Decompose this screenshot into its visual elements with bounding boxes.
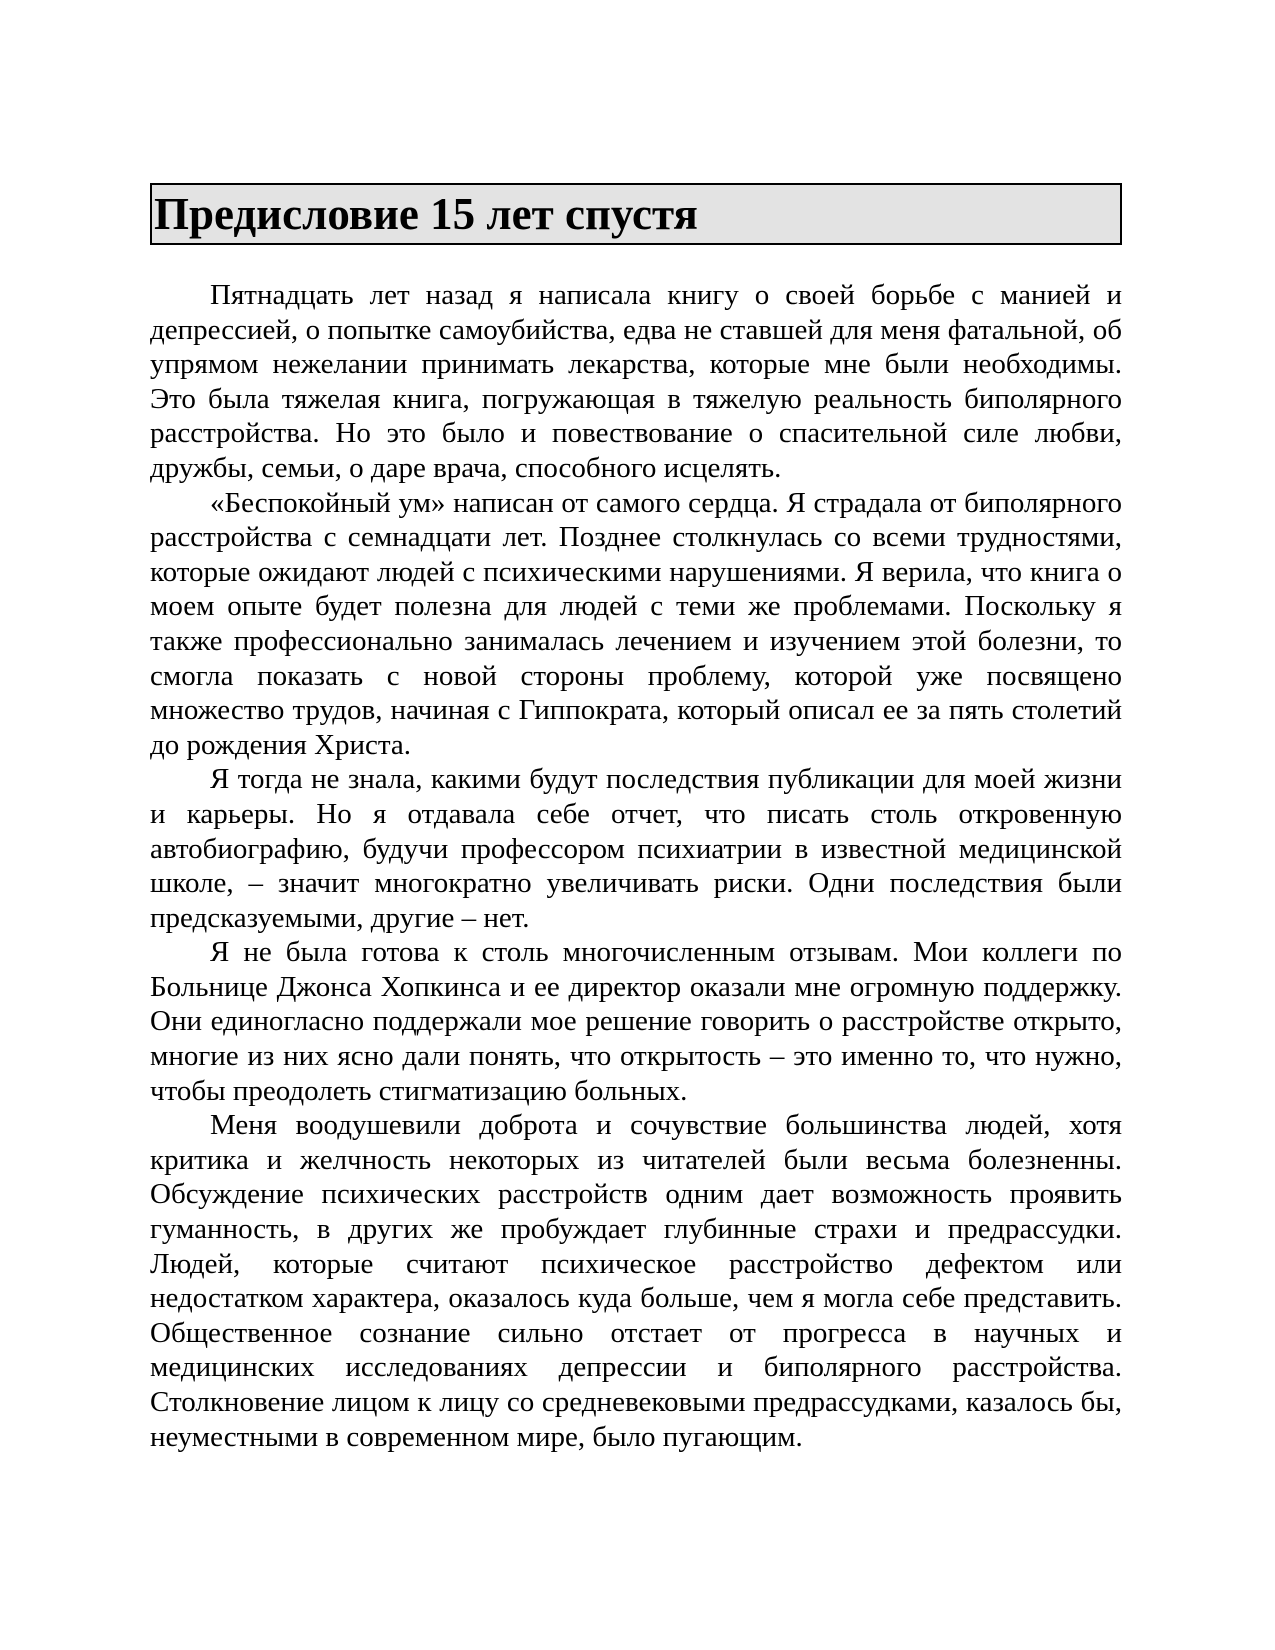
paragraph-1: Пятнадцать лет назад я написала книгу о своей борьбе с манией и депрессией, о попытке самоубийства, едва не ставшей для меня фатальной, об упрямом нежелании принимать лекарства, которые мне были необходимы. Это была тяжелая книга, погружающая в тяжелую реальность биполярного расстройства. Но это было и повествование о спасительной силе любви, дружбы, семьи, о даре врача, способного исцелять. <box>150 279 1122 484</box>
chapter-heading-box <box>150 183 1122 245</box>
chapter-heading: Предисловие 15 лет спустя <box>154 189 698 239</box>
paragraph-5: Меня воодушевили доброта и сочувствие большинства людей, хотя критика и желчность некоторых из читателей были весьма болезненны. Обсуждение психических расстройств одним дает возможность проявить гуманность, в других же пробуждает глубинные страхи и предрассудки. Людей, которые считают психическое расстройство дефектом или недостатком характера, оказалось куда больше, чем я могла себе представить. Общественное сознание сильно отстает от прогресса в научных и медицинских исследованиях депрессии и биполярного расстройства. Столкновение лицом к лицу со средневековыми предрассудками, казалось бы, неуместными в современном мире, было пугающим. <box>150 1109 1122 1453</box>
chapter-body <box>150 278 1122 1454</box>
paragraph-3: Я тогда не знала, какими будут последствия публикации для моей жизни и карьеры. Но я отдавала себе отчет, что писать столь откровенную автобиографию, будучи профессором психиатрии в известной медицинской школе, – значит многократно увеличивать риски. Одни последствия были предсказуемыми, другие – нет. <box>150 763 1122 934</box>
document-page <box>150 183 1122 1454</box>
paragraph-2: «Беспокойный ум» написан от самого сердца. Я страдала от биполярного расстройства с семнадцати лет. Позднее столкнулась со всеми трудностями, которые ожидают людей с психическими нарушениями. Я верила, что книга о моем опыте будет полезна для людей с теми же проблемами. Поскольку я также профессионально занималась лечением и изучением этой болезни, то смогла показать с новой стороны проблему, которой уже посвящено множество трудов, начиная с Гиппократа, который описал ее за пять столетий до рождения Христа. <box>150 486 1122 761</box>
paragraph-4: Я не была готова к столь многочисленным отзывам. Мои коллеги по Больнице Джонса Хопкинса и ее директор оказали мне огромную поддержку. Они единогласно поддержали мое решение говорить о расстройстве открыто, многие из них ясно дали понять, что открытость – это именно то, что нужно, чтобы преодолеть стигматизацию больных. <box>150 936 1122 1107</box>
